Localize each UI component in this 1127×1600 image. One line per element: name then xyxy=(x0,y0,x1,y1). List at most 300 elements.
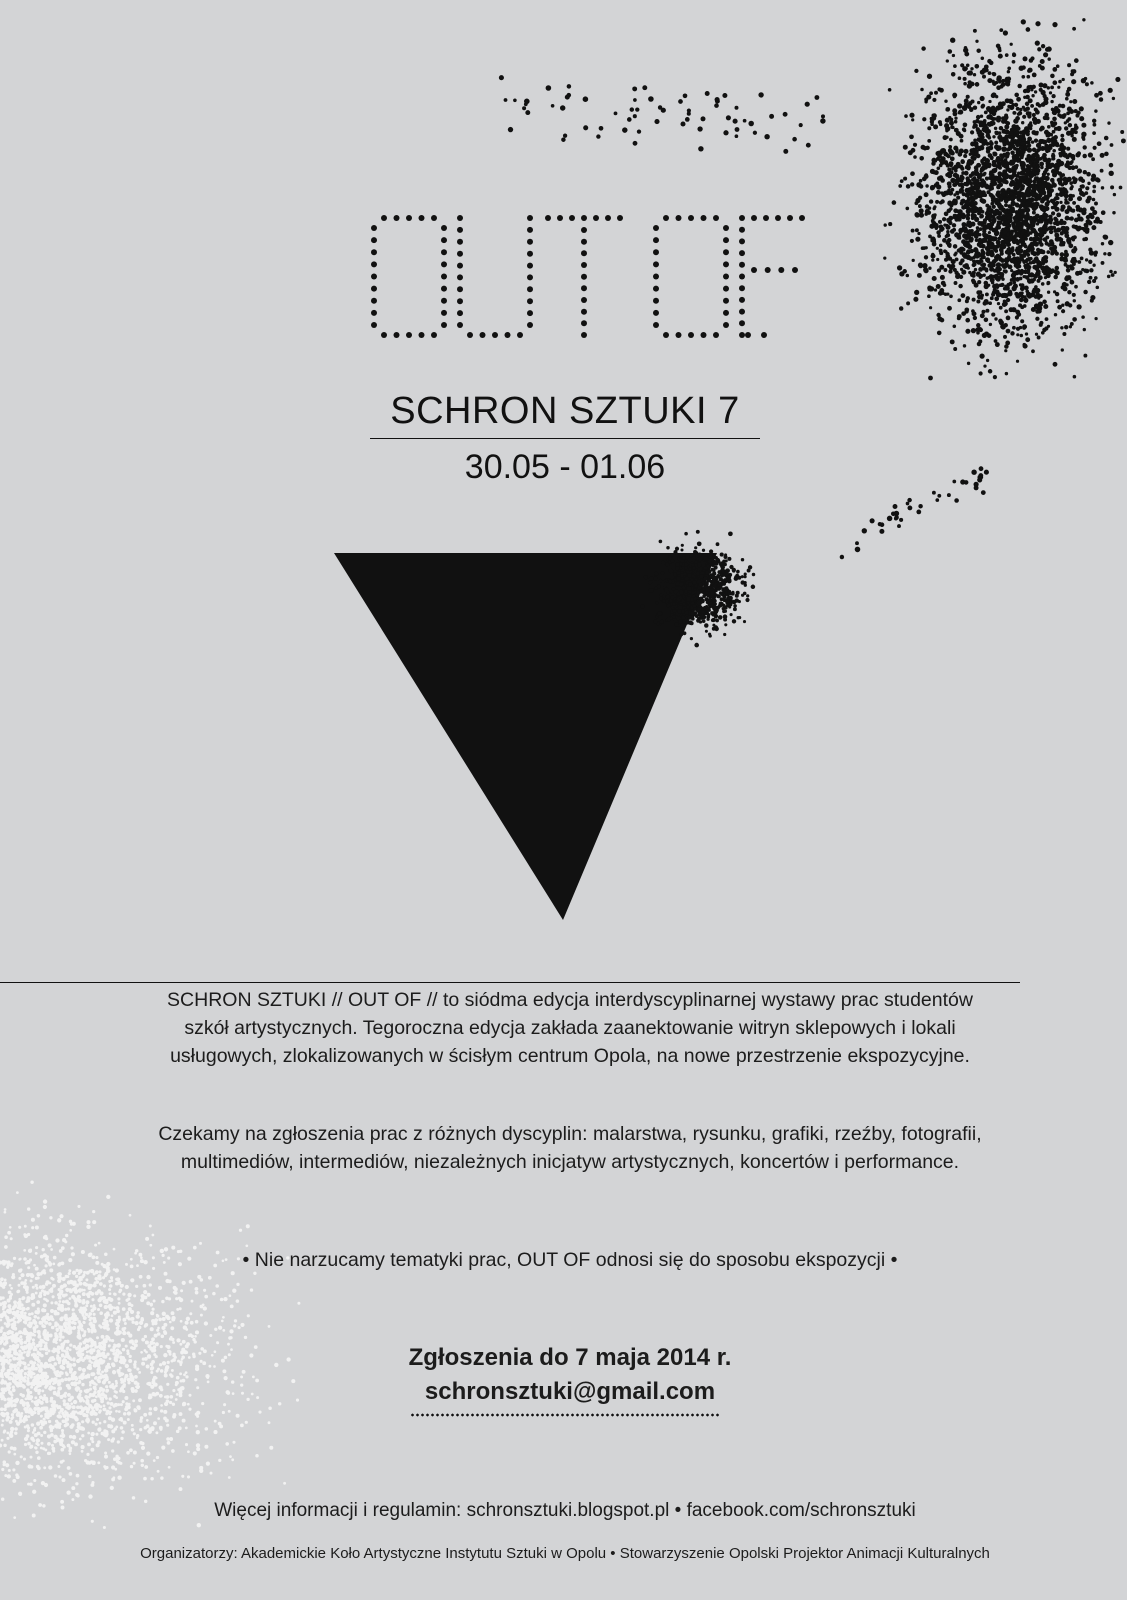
speckle-dot xyxy=(30,1180,33,1183)
speckle-dot xyxy=(17,1290,20,1293)
speckle-dot xyxy=(115,1349,118,1352)
speckle-dot xyxy=(177,1388,180,1391)
cloud-dot xyxy=(965,199,970,204)
cloud-dot xyxy=(1019,145,1024,150)
speckle-dot xyxy=(218,1326,222,1330)
cloud-dot xyxy=(1008,131,1013,136)
cloud-dot xyxy=(928,267,931,270)
cloud-dot xyxy=(1006,316,1011,321)
cloud-dot xyxy=(1051,140,1056,145)
speckle-dot xyxy=(122,1348,125,1351)
speckle-dot xyxy=(107,1401,110,1404)
speckle-dot xyxy=(112,1363,116,1367)
speckle-dot xyxy=(82,1372,85,1375)
cloud-dot xyxy=(1048,215,1052,219)
speckle-dot xyxy=(23,1458,26,1461)
speckle-dot xyxy=(27,1233,30,1236)
cloud-dot xyxy=(981,310,985,314)
speckle-dot xyxy=(77,1412,80,1415)
cloud-dot xyxy=(991,92,996,97)
speckle-dot xyxy=(69,1367,73,1371)
speckle-dot xyxy=(141,1464,144,1467)
speckle-dot xyxy=(1,1363,4,1366)
speckle-dot xyxy=(48,1349,51,1352)
speckle-dot xyxy=(111,1449,114,1452)
speckle-dot xyxy=(200,1360,203,1363)
speckle-dot xyxy=(153,1300,156,1303)
cloud-dot xyxy=(939,244,943,248)
cloud-dot xyxy=(1015,130,1020,135)
speckle-dot xyxy=(147,1382,151,1386)
cloud-dot xyxy=(997,243,1001,247)
cloud-dot xyxy=(1010,141,1014,145)
speckle-dot xyxy=(297,1302,300,1305)
cloud-dot xyxy=(1031,221,1036,226)
cloud-dot xyxy=(1026,111,1031,116)
cloud-dot xyxy=(1012,156,1016,160)
speckle-dot xyxy=(90,1448,94,1452)
cloud-dot xyxy=(958,284,962,288)
speckle-dot xyxy=(48,1465,52,1469)
cloud-dot xyxy=(1039,162,1044,167)
speckle-dot xyxy=(160,1404,163,1407)
speckle-dot xyxy=(78,1397,81,1400)
speckle-dot xyxy=(3,1430,6,1433)
speckle-dot xyxy=(0,1319,2,1322)
cloud-dot xyxy=(1044,146,1049,151)
speckle-dot xyxy=(157,1417,160,1420)
cloud-dot xyxy=(994,339,998,343)
cloud-dot xyxy=(930,120,934,124)
speckle-dot xyxy=(25,1261,28,1264)
cloud-dot xyxy=(982,333,987,338)
speckle-dot xyxy=(103,1404,106,1407)
speckle-dot xyxy=(69,1343,72,1346)
cloud-dot xyxy=(1050,248,1055,253)
speckle-dot xyxy=(175,1383,178,1386)
cloud-dot xyxy=(949,138,953,142)
speckle-dot xyxy=(41,1322,44,1325)
cloud-dot xyxy=(1067,87,1072,92)
speckle-dot xyxy=(113,1395,116,1398)
speckle-dot xyxy=(32,1338,35,1341)
speckle-dot xyxy=(57,1391,60,1394)
cloud-dot xyxy=(1043,52,1048,57)
speckle-dot xyxy=(92,1306,96,1310)
speckle-dot xyxy=(176,1338,180,1342)
cloud-dot xyxy=(923,146,928,151)
cloud-dot xyxy=(1006,227,1010,231)
speckle-dot xyxy=(18,1330,22,1334)
cloud-dot xyxy=(943,191,948,196)
speckle-dot xyxy=(33,1321,37,1325)
cloud-dot xyxy=(1065,301,1070,306)
speckle-dot xyxy=(57,1273,60,1276)
cloud-dot xyxy=(977,101,980,104)
cloud-dot xyxy=(995,342,1000,347)
cloud-dot xyxy=(982,263,986,267)
speckle-dot xyxy=(121,1338,125,1342)
speckle-dot xyxy=(89,1344,92,1347)
cloud-dot xyxy=(1030,174,1034,178)
cloud-dot xyxy=(934,159,937,162)
cloud-dot xyxy=(974,178,979,183)
speckle-dot xyxy=(43,1336,46,1339)
cloud-dot xyxy=(1071,257,1076,262)
speckle-dot xyxy=(109,1292,112,1295)
cloud-dot xyxy=(1011,258,1015,262)
speckle-dot xyxy=(158,1318,162,1322)
cloud-dot xyxy=(943,268,947,272)
cloud-dot xyxy=(1026,132,1030,136)
cloud-dot xyxy=(991,237,995,241)
speckle-dot xyxy=(41,1289,44,1292)
speckle-dot xyxy=(35,1277,38,1280)
speckle-dot xyxy=(62,1294,66,1298)
speckle-dot xyxy=(25,1397,28,1400)
speckle-dot xyxy=(230,1304,234,1308)
cloud-dot xyxy=(1051,108,1055,112)
cloud-dot xyxy=(1046,250,1050,254)
cloud-dot xyxy=(883,256,886,259)
speckle-dot xyxy=(96,1349,100,1353)
cloud-dot xyxy=(1026,226,1030,230)
cloud-dot xyxy=(1041,282,1045,286)
speckle-dot xyxy=(35,1226,39,1230)
speckle-dot xyxy=(50,1309,54,1313)
cloud-dot xyxy=(960,258,964,262)
speckle-dot xyxy=(67,1377,71,1381)
cloud-dot xyxy=(1039,237,1043,241)
speckle-dot xyxy=(26,1273,30,1277)
cloud-dot xyxy=(983,119,987,123)
cloud-dot xyxy=(978,120,983,125)
speckle-dot xyxy=(139,1441,143,1445)
speckle-dot xyxy=(77,1334,81,1338)
cloud-dot xyxy=(955,148,959,152)
speckle-dot xyxy=(105,1412,108,1415)
speckle-dot xyxy=(161,1300,164,1303)
cloud-dot xyxy=(969,249,973,253)
cloud-dot xyxy=(910,171,915,176)
speckle-dot xyxy=(222,1411,225,1414)
cloud-dot xyxy=(935,182,939,186)
speckle-dot xyxy=(63,1322,67,1326)
speckle-dot xyxy=(194,1340,197,1343)
speckle-dot xyxy=(1,1296,4,1299)
speckle-dot xyxy=(72,1363,76,1367)
cloud-dot xyxy=(1082,18,1085,21)
speckle-dot xyxy=(41,1389,44,1392)
speckle-dot xyxy=(82,1274,85,1277)
speckle-dot xyxy=(1,1424,4,1427)
cloud-dot xyxy=(1061,309,1065,313)
speckle-dot xyxy=(11,1400,14,1403)
speckle-dot xyxy=(76,1359,80,1363)
speckle-dot xyxy=(50,1248,53,1251)
cloud-dot xyxy=(1083,354,1087,358)
speckle-dot xyxy=(286,1357,290,1361)
cloud-dot xyxy=(1044,276,1047,279)
speckle-dot xyxy=(77,1205,80,1208)
speckle-dot xyxy=(111,1383,114,1386)
speckle-dot xyxy=(14,1382,18,1386)
cloud-dot xyxy=(919,208,924,213)
cloud-dot xyxy=(1012,308,1016,312)
cloud-dot xyxy=(975,145,978,148)
cloud-dot xyxy=(1056,167,1059,170)
cloud-dot xyxy=(953,193,956,196)
speckle-dot xyxy=(109,1357,112,1360)
speckle-dot xyxy=(88,1350,91,1353)
cloud-dot xyxy=(929,91,933,95)
cloud-dot xyxy=(1004,262,1009,267)
speckle-dot xyxy=(116,1277,120,1281)
cloud-dot xyxy=(1002,147,1007,152)
speckle-dot xyxy=(134,1409,138,1413)
cloud-dot xyxy=(998,105,1003,110)
speckle-dot xyxy=(156,1456,159,1459)
speckle-dot xyxy=(140,1459,144,1463)
cloud-dot xyxy=(1048,219,1053,224)
speckle-dot xyxy=(114,1293,117,1296)
speckle-dot xyxy=(10,1237,13,1240)
cloud-dot xyxy=(962,311,966,315)
cloud-dot xyxy=(1079,116,1084,121)
speckle-dot xyxy=(27,1266,30,1269)
speckle-dot xyxy=(130,1465,133,1468)
cloud-dot xyxy=(1002,179,1007,184)
speckle-dot xyxy=(133,1294,136,1297)
cloud-dot xyxy=(999,28,1003,32)
speckle-dot xyxy=(35,1267,39,1271)
speckle-dot xyxy=(136,1314,140,1318)
speckle-dot xyxy=(61,1316,64,1319)
cloud-dot xyxy=(949,207,953,211)
speckle-dot xyxy=(83,1321,86,1324)
speckle-dot xyxy=(127,1378,131,1382)
speckle-dot xyxy=(45,1375,49,1379)
speckle-dot xyxy=(166,1424,169,1427)
speckle-dot xyxy=(55,1238,59,1242)
speckle-dot xyxy=(236,1299,240,1303)
cloud-dot xyxy=(1082,154,1086,158)
cloud-dot xyxy=(906,184,911,189)
cloud-dot xyxy=(1016,333,1019,336)
cloud-dot xyxy=(934,91,938,95)
cloud-dot xyxy=(913,155,917,159)
cloud-dot xyxy=(967,362,970,365)
cloud-dot xyxy=(1034,139,1038,143)
speckle-dot xyxy=(39,1347,42,1350)
speckle-dot xyxy=(195,1367,199,1371)
speckle-dot xyxy=(57,1218,61,1222)
cloud-dot xyxy=(971,178,975,182)
cloud-dot xyxy=(991,168,996,173)
cloud-dot xyxy=(1019,271,1023,275)
cloud-dot xyxy=(1011,166,1014,169)
speckle-dot xyxy=(149,1283,152,1286)
cloud-dot xyxy=(892,200,897,205)
cloud-dot xyxy=(1023,298,1028,303)
speckle-dot xyxy=(33,1264,36,1267)
cloud-dot xyxy=(931,220,935,224)
cloud-dot xyxy=(1086,172,1091,177)
speckle-dot xyxy=(151,1337,155,1341)
speckle-dot xyxy=(64,1308,67,1311)
cloud-dot xyxy=(990,296,994,300)
speckle-dot xyxy=(53,1362,57,1366)
speckle-dot xyxy=(49,1315,53,1319)
cloud-dot xyxy=(986,276,990,280)
speckle-dot xyxy=(155,1342,159,1346)
cloud-dot xyxy=(1035,40,1040,45)
speckle-dot xyxy=(185,1351,188,1354)
cloud-dot xyxy=(943,135,948,140)
speckle-dot xyxy=(182,1281,186,1285)
speckle-dot xyxy=(77,1289,80,1292)
cloud-dot xyxy=(960,167,964,171)
cloud-dot xyxy=(1100,169,1104,173)
cloud-dot xyxy=(983,301,988,306)
speckle-dot xyxy=(169,1401,172,1404)
cloud-dot xyxy=(998,179,1002,183)
cloud-dot xyxy=(1049,91,1052,94)
cloud-dot xyxy=(1055,228,1059,232)
speckle-dot xyxy=(151,1350,154,1353)
speckle-dot xyxy=(37,1350,40,1353)
speckle-dot xyxy=(19,1393,22,1396)
speckle-dot xyxy=(74,1302,77,1305)
speckle-dot xyxy=(132,1399,135,1402)
speckle-dot xyxy=(133,1451,137,1455)
cloud-dot xyxy=(1083,328,1086,331)
cloud-dot xyxy=(1055,266,1059,270)
speckle-dot xyxy=(32,1342,36,1346)
speckle-dot xyxy=(14,1408,18,1412)
speckle-dot xyxy=(90,1437,94,1441)
speckle-dot xyxy=(0,1349,3,1352)
speckle-dot xyxy=(148,1396,151,1399)
speckle-dot xyxy=(268,1407,272,1411)
speckle-dot xyxy=(97,1276,100,1279)
cloud-dot xyxy=(997,276,1001,280)
cloud-dot xyxy=(963,182,967,186)
speckle-dot xyxy=(122,1331,126,1335)
cloud-dot xyxy=(1109,270,1113,274)
speckle-dot xyxy=(2,1286,5,1289)
speckle-dot xyxy=(97,1308,100,1311)
cloud-dot xyxy=(1028,246,1032,250)
cloud-dot xyxy=(966,216,970,220)
cloud-dot xyxy=(989,188,992,191)
speckle-dot xyxy=(18,1298,21,1301)
speckle-dot xyxy=(204,1295,208,1299)
speckle-dot xyxy=(233,1324,236,1327)
speckle-dot xyxy=(106,1365,110,1369)
cloud-dot xyxy=(932,276,937,281)
speckle-dot xyxy=(268,1325,271,1328)
cloud-dot xyxy=(1070,266,1075,271)
cloud-dot xyxy=(913,297,918,302)
speckle-dot xyxy=(102,1380,106,1384)
speckle-dot xyxy=(170,1375,173,1378)
speckle-dot xyxy=(62,1460,65,1463)
speckle-dot xyxy=(186,1342,190,1346)
speckle-dot xyxy=(22,1401,26,1405)
cloud-dot xyxy=(1031,307,1036,312)
speckle-dot xyxy=(19,1307,22,1310)
cloud-dot xyxy=(1012,53,1016,57)
speckle-dot xyxy=(14,1335,18,1339)
cloud-dot xyxy=(1007,247,1011,251)
speckle-dot xyxy=(82,1292,86,1296)
speckle-dot xyxy=(57,1465,60,1468)
speckle-dot xyxy=(125,1345,128,1348)
speckle-dot xyxy=(62,1444,65,1447)
cloud-dot xyxy=(1059,182,1063,186)
cloud-dot xyxy=(1112,211,1115,214)
speckle-dot xyxy=(98,1242,101,1245)
speckle-dot xyxy=(29,1258,32,1261)
speckle-dot xyxy=(145,1237,149,1241)
speckle-dot xyxy=(67,1386,71,1390)
cloud-dot xyxy=(1081,193,1085,197)
speckle-dot xyxy=(105,1466,108,1469)
cloud-dot xyxy=(1035,251,1040,256)
cloud-dot xyxy=(1004,349,1007,352)
speckle-dot xyxy=(163,1353,167,1357)
cloud-dot xyxy=(1054,270,1058,274)
speckle-dot xyxy=(247,1314,250,1317)
speckle-dot xyxy=(153,1421,157,1425)
speckle-dot xyxy=(224,1376,228,1380)
speckle-dot xyxy=(29,1324,32,1327)
speckle-dot xyxy=(139,1428,142,1431)
cloud-dot xyxy=(973,123,978,128)
speckle-dot xyxy=(52,1295,55,1298)
speckle-dot xyxy=(14,1340,18,1344)
cloud-dot xyxy=(961,222,966,227)
speckle-dot xyxy=(89,1388,92,1391)
cloud-dot xyxy=(1059,114,1063,118)
cloud-dot xyxy=(988,301,992,305)
speckle-dot xyxy=(121,1356,125,1360)
speckle-dot xyxy=(100,1388,103,1391)
speckle-dot xyxy=(82,1368,86,1372)
cloud-dot xyxy=(987,333,992,338)
speckle-dot xyxy=(108,1288,111,1291)
cloud-dot xyxy=(1069,325,1072,328)
speckle-dot xyxy=(180,1386,184,1390)
cloud-dot xyxy=(998,257,1003,262)
cloud-dot xyxy=(1000,154,1005,159)
speckle-dot xyxy=(46,1313,49,1316)
cloud-dot xyxy=(922,246,926,250)
speckle-dot xyxy=(81,1427,84,1430)
speckle-dot xyxy=(222,1316,225,1319)
speckle-dot xyxy=(96,1363,100,1367)
cloud-dot xyxy=(1019,326,1022,329)
speckle-dot xyxy=(124,1322,127,1325)
cloud-dot xyxy=(1051,94,1055,98)
cloud-dot xyxy=(985,164,989,168)
speckle-dot xyxy=(17,1321,20,1324)
cloud-dot xyxy=(1029,58,1033,62)
cloud-dot xyxy=(996,116,1001,121)
speckle-dot xyxy=(65,1373,68,1376)
cloud-dot xyxy=(1021,75,1025,79)
